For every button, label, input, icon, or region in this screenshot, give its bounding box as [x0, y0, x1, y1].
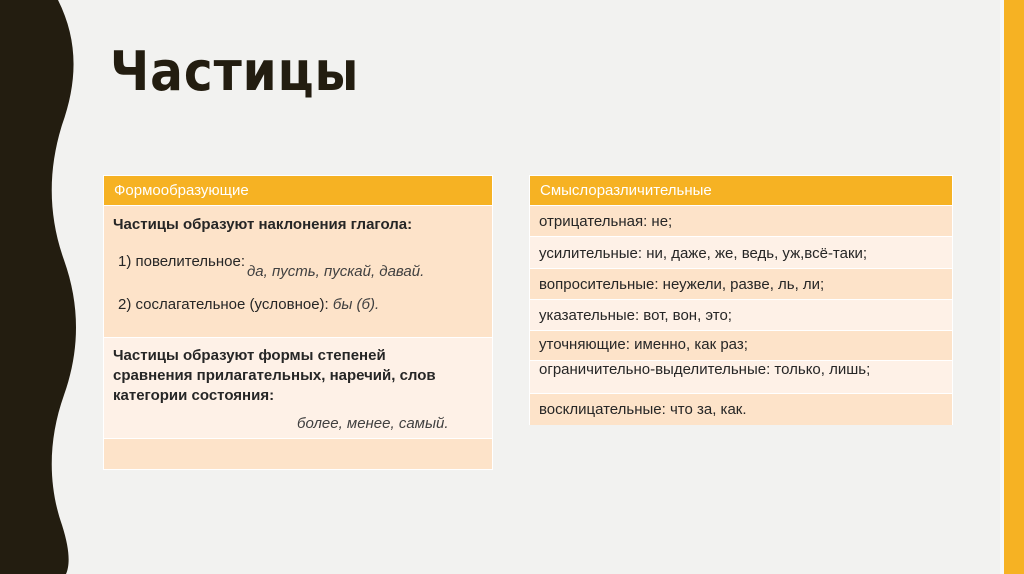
row-text: уточняющие: именно, как раз; [539, 336, 748, 353]
item-examples: бы (б). [332, 296, 380, 313]
table-row: отрицательная: не; [530, 206, 952, 237]
table-row [530, 361, 952, 394]
item-examples: да, пусть, пускай, давай. [247, 263, 425, 280]
table-formoobrazuyushchie [103, 175, 493, 470]
table-row: указательные: вот, вон, это; [530, 300, 952, 331]
cell-examples: более, менее, самый. [297, 415, 449, 432]
item-label: 1) повелительное: [118, 253, 245, 270]
decorative-wave-border [0, 0, 80, 574]
list-item-imperative [118, 253, 425, 280]
table-row: восклицательные: что за, как. [530, 394, 952, 425]
table-row: вопросительные: неужели, разве, ль, ли; [530, 269, 952, 300]
row-text: ограничительно-выделительные: только, лишь; [539, 361, 871, 378]
list-item-subjunctive [118, 296, 379, 313]
table-row [530, 331, 952, 361]
cell-title: Частицы образуют наклонения глагола: [113, 216, 413, 233]
decorative-accent-stripe [1004, 0, 1024, 574]
table-row: усилительные: ни, даже, же, ведь, уж,всё-таки; [530, 237, 952, 269]
table-smysloraz [529, 175, 953, 425]
page-title: Частицы [110, 40, 360, 103]
table-cell-degrees [104, 338, 492, 439]
table-cell-empty [104, 439, 492, 469]
table-header: Формообразующие [104, 176, 492, 206]
cell-title: Частицы образуют формы степеней сравнения прилагательных, наречий, слов категории состояния: [113, 347, 436, 404]
item-label: 2) сослагательное (условное): [118, 296, 329, 313]
table-header: Смыслоразличительные [530, 176, 952, 206]
table-cell-moods [104, 206, 492, 338]
